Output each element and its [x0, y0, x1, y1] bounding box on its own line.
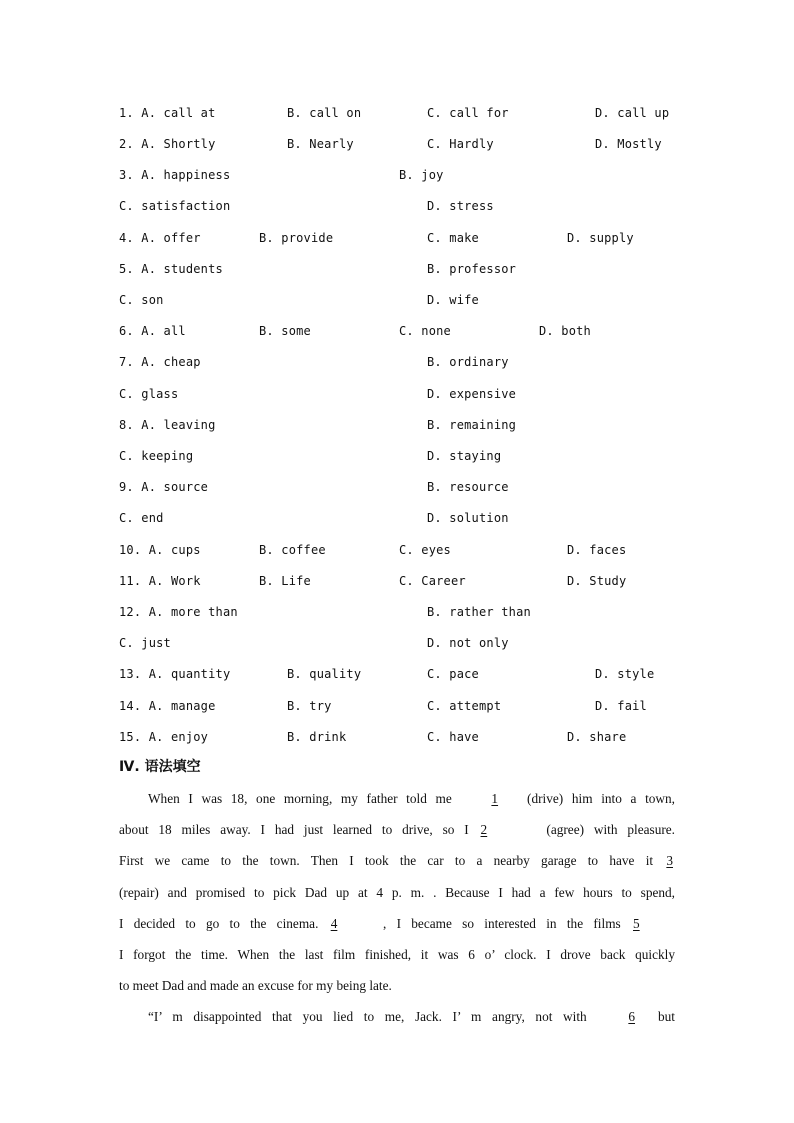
option-c: C. attempt — [427, 699, 502, 713]
passage-text: “I’ m disappointed that you lied to me, Jack. I’ m angry, not with — [148, 1009, 598, 1025]
option-b: B. some — [259, 324, 311, 338]
blank-5[interactable]: 5 — [633, 915, 640, 931]
option-a: 14. A. manage — [119, 699, 216, 713]
option-row-12 — [0, 602, 794, 622]
passage-line — [119, 1001, 675, 1032]
option-c: C. make — [427, 231, 479, 245]
option-row-6 — [0, 321, 794, 341]
blank-3[interactable]: 3 — [666, 853, 673, 869]
passage-line — [119, 845, 675, 876]
option-b: B. try — [287, 699, 332, 713]
option-a: 2. A. Shortly — [119, 137, 216, 151]
option-d: D. not only — [427, 636, 509, 650]
passage-text: (agree) with pleasure. — [536, 822, 675, 838]
passage-line: (repair) and promised to pick Dad up at 4 p. m. . Because I had a few hours to spend, — [119, 884, 675, 900]
option-c: C. end — [119, 511, 164, 525]
option-d: D. faces — [567, 543, 627, 557]
option-d: D. staying — [427, 449, 502, 463]
option-row-9-cont — [0, 508, 794, 528]
option-b: B. remaining — [427, 418, 517, 432]
option-a: 3. A. happiness — [119, 168, 231, 182]
passage-text: (drive) him into a town, — [518, 791, 675, 806]
passage-text: I decided to go to the cinema. — [119, 915, 329, 931]
option-d: D. style — [595, 667, 655, 681]
option-row-4 — [0, 228, 794, 248]
option-d: D. expensive — [427, 387, 517, 401]
option-b: B. drink — [287, 730, 347, 744]
option-d: D. fail — [595, 699, 647, 713]
passage-line — [119, 908, 675, 939]
blank-4[interactable]: 4 — [330, 915, 338, 931]
option-row-2 — [0, 134, 794, 154]
option-d: D. solution — [427, 511, 509, 525]
option-c: C. none — [399, 324, 451, 338]
option-a: 10. A. cups — [119, 543, 201, 557]
option-row-7-cont — [0, 384, 794, 404]
passage-text: , I became so interested in the films — [372, 915, 631, 931]
option-row-10 — [0, 540, 794, 560]
option-d: D. call up — [595, 106, 670, 120]
option-b: B. ordinary — [427, 355, 509, 369]
passage-line — [119, 783, 675, 814]
option-b: B. Nearly — [287, 137, 354, 151]
option-row-15 — [0, 727, 794, 747]
option-d: D. Study — [567, 574, 627, 588]
option-a: 6. A. all — [119, 324, 186, 338]
option-row-8-cont — [0, 446, 794, 466]
passage-line: to meet Dad and made an excuse for my being late. — [119, 978, 392, 994]
passage-text: about 18 miles away. I had just learned to drive, so I — [119, 822, 479, 838]
option-row-7 — [0, 352, 794, 372]
option-row-1 — [0, 103, 794, 123]
option-c: C. call for — [427, 106, 509, 120]
passage-line — [119, 814, 675, 845]
option-b: B. call on — [287, 106, 362, 120]
passage-text: but — [647, 1009, 675, 1025]
passage-line: I forgot the time. When the last film finished, it was 6 o’ clock. I drove back quickly — [119, 946, 675, 962]
option-a: 13. A. quantity — [119, 667, 231, 681]
option-c: C. satisfaction — [119, 199, 231, 213]
option-d: D. both — [539, 324, 591, 338]
option-c: C. son — [119, 293, 164, 307]
option-b: B. joy — [399, 168, 444, 182]
option-b: B. quality — [287, 667, 362, 681]
option-b: B. resource — [427, 480, 509, 494]
option-b: B. professor — [427, 262, 517, 276]
option-b: B. provide — [259, 231, 334, 245]
option-b: B. coffee — [259, 543, 326, 557]
option-a: 4. A. offer — [119, 231, 201, 245]
option-d: D. stress — [427, 199, 494, 213]
option-a: 9. A. source — [119, 480, 209, 494]
option-a: 15. A. enjoy — [119, 730, 209, 744]
passage-text: When I was 18, one morning, my father told me — [148, 791, 461, 806]
option-a: 11. A. Work — [119, 574, 201, 588]
option-c: C. just — [119, 636, 171, 650]
option-a: 12. A. more than — [119, 605, 238, 619]
option-row-9 — [0, 477, 794, 497]
option-b: B. rather than — [427, 605, 531, 619]
option-row-13 — [0, 664, 794, 684]
option-a: 8. A. leaving — [119, 418, 216, 432]
option-c: C. Career — [399, 574, 466, 588]
option-c: C. Hardly — [427, 137, 494, 151]
option-c: C. eyes — [399, 543, 451, 557]
section-heading: Ⅳ. 语法填空 — [119, 759, 201, 775]
option-a: 5. A. students — [119, 262, 223, 276]
option-d: D. Mostly — [595, 137, 662, 151]
option-row-3 — [0, 165, 794, 185]
blank-1[interactable]: 1 — [491, 791, 499, 806]
blank-2[interactable]: 2 — [480, 822, 488, 838]
option-row-8 — [0, 415, 794, 435]
blank-6[interactable]: 6 — [628, 1009, 636, 1025]
option-d: D. supply — [567, 231, 634, 245]
option-row-5 — [0, 259, 794, 279]
option-b: B. Life — [259, 574, 311, 588]
option-row-3-cont — [0, 196, 794, 216]
option-c: C. keeping — [119, 449, 194, 463]
option-d: D. wife — [427, 293, 479, 307]
passage — [119, 783, 675, 1033]
option-row-11 — [0, 571, 794, 591]
option-a: 1. A. call at — [119, 106, 216, 120]
passage-text: First we came to the town. Then I took the car to a nearby garage to have it — [119, 853, 665, 869]
option-c: C. glass — [119, 387, 179, 401]
option-c: C. have — [427, 730, 479, 744]
option-d: D. share — [567, 730, 627, 744]
option-row-5-cont — [0, 290, 794, 310]
option-a: 7. A. cheap — [119, 355, 201, 369]
option-c: C. pace — [427, 667, 479, 681]
option-row-14 — [0, 696, 794, 716]
option-row-12-cont — [0, 633, 794, 653]
